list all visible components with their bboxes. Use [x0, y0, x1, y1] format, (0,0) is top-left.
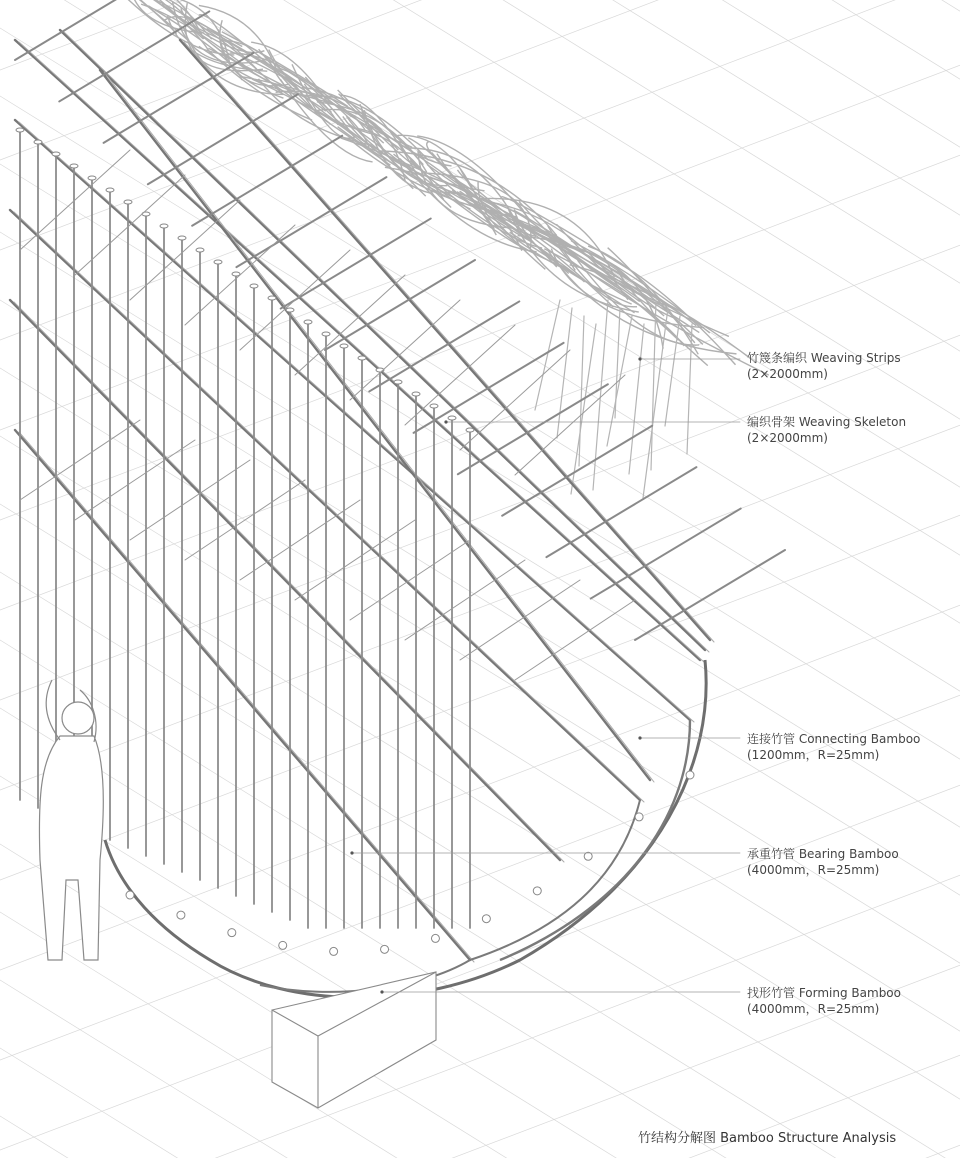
bamboo-joint-node	[533, 887, 541, 895]
bamboo-joint-node	[279, 941, 287, 949]
leader-dot	[444, 420, 447, 423]
pole-cap	[70, 164, 78, 168]
annotation-weaving-skeleton	[747, 414, 906, 446]
annotation-title: 承重竹管 Bearing Bamboo	[747, 847, 899, 861]
grid-line	[0, 335, 960, 700]
pole-cap	[160, 224, 168, 228]
bamboo-joint-node	[431, 934, 439, 942]
annotation-spec: (1200mm，R=25mm)	[747, 748, 880, 762]
forming-bamboo-pole	[180, 40, 710, 640]
annotation-title: 竹篾条编织 Weaving Strips	[747, 351, 901, 365]
bracing-pole	[185, 480, 305, 560]
bracing-pole	[185, 225, 295, 325]
bracing-pole	[515, 375, 625, 475]
weaving-strip	[579, 316, 584, 466]
leader-dot	[350, 851, 353, 854]
pole-cap	[214, 260, 222, 264]
bracing-pole	[460, 580, 580, 660]
weaving-strip	[687, 324, 692, 454]
pole-cap	[304, 320, 312, 324]
figure-arm	[46, 680, 60, 740]
leader-dot	[638, 736, 641, 739]
annotation-title: 找形竹管 Forming Bamboo	[747, 986, 901, 1000]
annotation-spec: (2×2000mm)	[747, 367, 828, 381]
forming-bamboo-pole-edge	[64, 32, 709, 652]
grid-line	[0, 776, 960, 1158]
weaving-strip	[651, 300, 656, 470]
bamboo-joint-node	[584, 852, 592, 860]
pole-cap	[88, 176, 96, 180]
figure-caption: 竹结构分解图 Bamboo Structure Analysis	[638, 1131, 897, 1146]
forming-bamboo-end-rib	[470, 800, 640, 960]
connecting-bamboo-rung	[458, 384, 608, 474]
bamboo-joint-node	[381, 945, 389, 953]
annotation-connecting-bamboo	[747, 731, 920, 763]
connecting-bamboo-rung	[148, 94, 298, 184]
weaving-strip	[535, 300, 560, 410]
annotation-forming-bamboo	[747, 985, 901, 1017]
bamboo-joint-node	[635, 813, 643, 821]
annotation-weaving-strips	[747, 350, 901, 382]
pole-cap	[412, 392, 420, 396]
grid-line	[0, 0, 960, 70]
bracing-pole	[405, 560, 525, 640]
figure-body	[39, 736, 103, 960]
pole-cap	[196, 248, 204, 252]
grid-line	[0, 515, 960, 880]
pole-cap	[34, 140, 42, 144]
pole-cap	[394, 380, 402, 384]
grid-line	[0, 0, 960, 215]
grid-line	[0, 640, 960, 1158]
grid-line	[0, 0, 960, 555]
forming-bamboo-pole	[15, 120, 690, 720]
pole-cap	[322, 332, 330, 336]
bracing-pole	[240, 250, 350, 350]
figure-head	[62, 702, 94, 734]
pole-cap	[16, 128, 24, 132]
annotation-spec: (4000mm，R=25mm)	[747, 863, 880, 877]
weaving-strip	[571, 324, 596, 494]
connecting-bamboo-rung	[192, 136, 342, 226]
pole-cap	[430, 404, 438, 408]
connecting-bamboo-rung	[635, 550, 785, 640]
pole-cap	[448, 416, 456, 420]
leader-dot	[638, 357, 641, 360]
connecting-bamboo-rung	[59, 11, 209, 101]
grid-line	[0, 0, 960, 351]
grid-line	[0, 1145, 960, 1158]
annotation-bearing-bamboo	[747, 846, 899, 878]
pole-cap	[358, 356, 366, 360]
pole-cap	[124, 200, 132, 204]
weaving-strip	[557, 308, 572, 438]
pole-cap	[286, 308, 294, 312]
bracing-pole	[515, 600, 635, 680]
annotation-spec: (2×2000mm)	[747, 431, 828, 445]
pole-cap	[106, 188, 114, 192]
pole-cap	[340, 344, 348, 348]
pole-cap	[178, 236, 186, 240]
leader-dot	[380, 990, 383, 993]
bracing-pole	[350, 300, 460, 400]
bamboo-joint-node	[482, 915, 490, 923]
bamboo-joint-node	[177, 911, 185, 919]
annotation-title: 编织骨架 Weaving Skeleton	[747, 415, 907, 429]
weaving-strip	[607, 316, 632, 446]
grid-line	[0, 0, 960, 160]
bamboo-joint-node	[686, 771, 694, 779]
pole-cap	[466, 428, 474, 432]
annotation-title: 连接竹管 Connecting Bamboo	[747, 732, 921, 746]
bamboo-joint-node	[228, 929, 236, 937]
pole-cap	[250, 284, 258, 288]
pole-cap	[232, 272, 240, 276]
pole-cap	[52, 152, 60, 156]
forming-bamboo-pole	[15, 40, 700, 660]
connecting-bamboo-rung	[414, 343, 564, 433]
pole-cap	[268, 296, 276, 300]
annotation-spec: (4000mm，R=25mm)	[747, 1002, 880, 1016]
connecting-bamboo-rung	[591, 509, 741, 599]
grid-line	[0, 0, 960, 283]
bamboo-joint-node	[126, 891, 134, 899]
grid-line	[0, 912, 960, 1158]
grid-line	[0, 300, 960, 895]
weaving-strip	[629, 324, 644, 474]
bracing-pole	[130, 460, 250, 540]
bamboo-joint-node	[330, 947, 338, 955]
weaving-strip	[518, 236, 664, 349]
human-figure	[39, 680, 103, 960]
grid-line	[0, 785, 960, 1150]
grid-line	[0, 605, 960, 970]
